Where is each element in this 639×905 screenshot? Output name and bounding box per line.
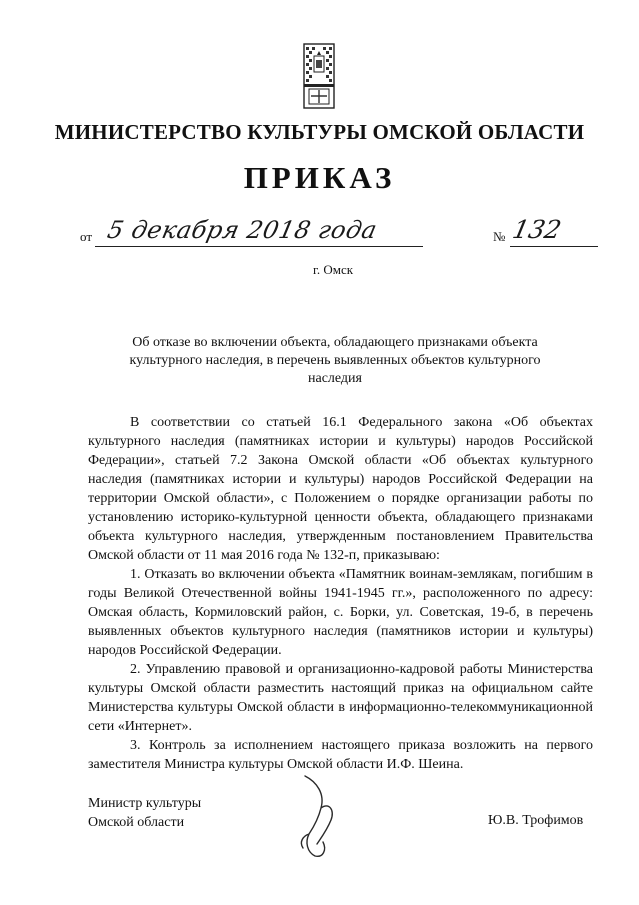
handwritten-number: 132 (509, 215, 564, 244)
date-number-row (80, 215, 600, 248)
signatory-name: Ю.В. Трофимов (488, 813, 584, 828)
clause-2: 2. Управлению правовой и организационно-кадровой работы Министерства культуры Омской области разместить настоящий приказ на официальном сайте Министерства культуры Омской области в информационно-телекоммуникационной сети «Интернет». (88, 662, 593, 734)
number-underline (510, 246, 598, 247)
signatory-title (88, 794, 201, 832)
signatory-title-line2: Омской области (88, 815, 185, 830)
number-prefix: № (493, 229, 506, 244)
clause-3: 3. Контроль за исполнением настоящего приказа возложить на первого заместителя Министра культуры Омской области И.Ф. Шеина. (88, 738, 593, 772)
date-prefix: от (80, 229, 93, 244)
handwritten-date: 5 декабря 2018 года (105, 216, 380, 244)
order-subject: Об отказе во включении объекта, обладающего признаками объекта культурного наследия, в перечень выявленных объектов культурного наследия (129, 335, 541, 386)
order-body (88, 413, 593, 774)
ministry-name: МИНИСТЕРСТВО КУЛЬТУРЫ ОМСКОЙ ОБЛАСТИ (54, 120, 585, 144)
coat-of-arms-icon (303, 43, 335, 109)
clause-1: 1. Отказать во включении объекта «Памятник воинам-землякам, погибшим в годы Великой Отечественной войны 1941-1945 гг.», расположенного по адресу: Омская область, Кормиловский район, с. Борки, ул. Советская, 19-б, в перечень выявленных объектов культурного наследия (памятников истории и культуры) народов Российской Федерации. (88, 567, 593, 658)
signatory-title-line1: Министр культуры (88, 796, 202, 811)
handwritten-signature (285, 772, 345, 862)
preamble-paragraph: В соответствии со статьей 16.1 Федерального закона «Об объектах культурного наследия (памятниках истории и культуры) народов Российской Федерации», статьей 7.2 Закона Омской области «Об объектах культурного наследия (памятниках истории и культуры) народов Российской Федерации на территории Омской области», с Положением о порядке организации работы по установлению историко-культурной ценности объекта, обладающего признаками объекта культурного наследия, утвержденным постановлением Правительства Омской области от 11 мая 2016 года № 132-п, приказываю: (88, 415, 593, 563)
city: г. Омск (313, 262, 354, 277)
date-underline (95, 246, 423, 247)
document-type: ПРИКАЗ (243, 160, 396, 195)
